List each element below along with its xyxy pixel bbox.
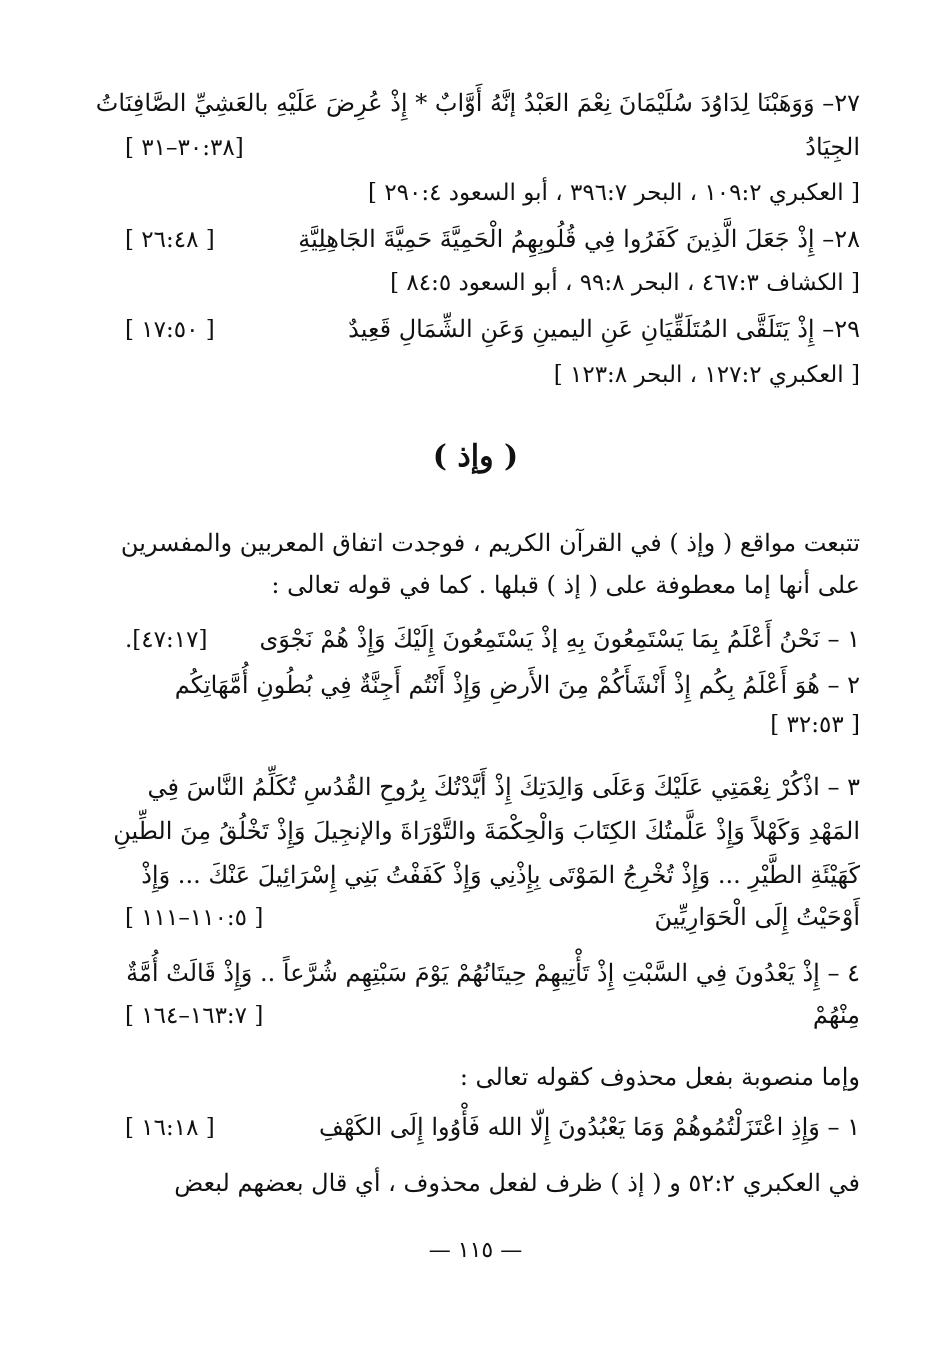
entry-28-reference: [ ٢٦:٤٨ ] xyxy=(125,227,215,253)
entry-29 xyxy=(125,312,860,347)
section-heading: ( وإذ ) xyxy=(432,439,519,474)
entry-29-text: ٢٩– إِذْ يَتَلَقَّى المُتَلَقِّيَانِ عَنِ اليمينِ وَعَنِ الشِّمَالِ قَعِيدٌ xyxy=(348,315,860,343)
example-a-4-line-2 xyxy=(125,998,860,1033)
example-b-1-reference: [ ١٦:١٨ ] xyxy=(125,1115,215,1141)
entry-28 xyxy=(125,222,860,257)
example-a-3-line-1: ٣ – اذْكُرْ نِعْمَتِي عَلَيْكَ وَعَلَى وَالِدَتِكَ إِذْ أَيَّدْتُكَ بِرُوحِ القُدُسِ تُكَلِّمُ النَّاسَ فِي xyxy=(147,773,860,801)
example-a-1-text: ١ – نَحْنُ أَعْلَمُ بِمَا يَسْتَمِعُونَ بِهِ إذْ يَسْتَمِعُونَ إِلَيْكَ وَإِذْ هُمْ نَجْوَى xyxy=(259,625,860,653)
example-a-3-text-end: أَوْحَيْتُ إِلَى الْحَوَارِيِّينَ xyxy=(654,903,860,931)
example-a-4-reference: [ ١٦٣:٧–١٦٤ ] xyxy=(125,1003,264,1029)
entry-28-text: ٢٨– إِذْ جَعَلَ الَّذِينَ كَفَرُوا فِي قُلُوبِهِمُ الْحَمِيَّةَ حَمِيَّةَ الجَاهِلِيَّةِ xyxy=(298,225,860,253)
example-a-2-reference: [ ٣٢:٥٣ ] xyxy=(770,712,860,738)
entry-28-sources: [ الكشاف ٤٦٧:٣ ، البحر ٩٩:٨ ، أبو السعود ٨٤:٥ ] xyxy=(390,270,860,296)
entry-27-reference: [٣٠:٣٨–٣١ ] xyxy=(125,135,244,161)
entry-27-line-2 xyxy=(125,130,860,165)
example-a-4-text-end: مِنْهُمْ xyxy=(812,1001,860,1029)
example-b-1-text: ١ – وَإِذِ اعْتَزَلْتُمُوهُمْ وَمَا يَعْبُدُونَ إِلّا الله فَأْوُوا إِلَى الكَهْفِ xyxy=(318,1113,860,1141)
entry-27-sources: [ العكبري ١٠٩:٢ ، البحر ٣٩٦:٧ ، أبو السعود ٢٩٠:٤ ] xyxy=(368,180,860,206)
page-number: — ١١٥ — xyxy=(428,1238,523,1263)
example-b-1 xyxy=(125,1110,860,1145)
example-a-1-reference: [٤٧:١٧]. xyxy=(125,627,208,653)
entry-29-sources: [ العكبري ١٢٧:٢ ، البحر ١٢٣:٨ ] xyxy=(553,362,860,388)
example-a-3-reference: [ ١١٠:٥–١١١ ] xyxy=(125,905,264,931)
example-a-4-line-1: ٤ – إِذْ يَعْدُونَ فِي السَّبْتِ إِذْ تَأْتِيهِمْ حِيتَانُهُمْ يَوْمَ سَبْتِهِم شُرَّعاً .. وَإِذْ قَالَتْ أُمَّةٌ xyxy=(126,959,860,987)
transition-text: وإما منصوبة بفعل محذوف كقوله تعالى : xyxy=(459,1063,860,1091)
intro-line-2: على أنها إما معطوفة على ( إذ ) قبلها . كما في قوله تعالى : xyxy=(271,571,860,599)
example-a-3-line-4 xyxy=(125,900,860,935)
example-a-3-line-3: كَهَيْئَةِ الطَّيْرِ ... وَإِذْ تُخْرِجُ المَوْتَى بِإِذْنِي وَإِذْ كَفَفْتُ بَنِي إِسْرَائِيلَ عَنْكَ ... وَإِذْ xyxy=(141,861,860,889)
intro-line-1: تتبعت مواقع ( وإذ ) في القرآن الكريم ، فوجدت اتفاق المعربين والمفسرين xyxy=(120,529,860,557)
example-a-3-line-2: المَهْدِ وَكَهْلاً وَإِذْ عَلَّمتُكَ الكِتَابَ وَالْحِكْمَةَ والتَّوْرَاةَ والإنجِيلَ وَإِذْ تَخْلُقُ مِنَ الطِّينِ xyxy=(113,817,860,845)
entry-27-text-end: الجِيَادُ xyxy=(805,133,860,161)
entry-27-line-1: ٢٧– وَوَهَبْنَا لِدَاوُدَ سُلَيْمَانَ نِعْمَ العَبْدُ إنَّهُ أَوَّابٌ * إِذْ عُرِضَ عَلَيْهِ بالعَشِيِّ الصَّافِنَاتُ xyxy=(95,89,860,117)
example-a-2-text: ٢ – هُوَ أَعْلَمُ بِكُم إِذْ أَنْشَأَكُمْ مِنَ الأَرضِ وَإِذْ أَنْتُم أَجِنَّةٌ فِي بُطُونِ أُمَّهَاتِكُم xyxy=(174,671,860,699)
entry-29-reference: [ ١٧:٥٠ ] xyxy=(125,317,215,343)
closing-text: في العكبري ٥٢:٢ و ( إذ ) ظرف لفعل محذوف ، أي قال بعضهم لبعض xyxy=(174,1169,860,1197)
example-a-1 xyxy=(125,622,860,657)
